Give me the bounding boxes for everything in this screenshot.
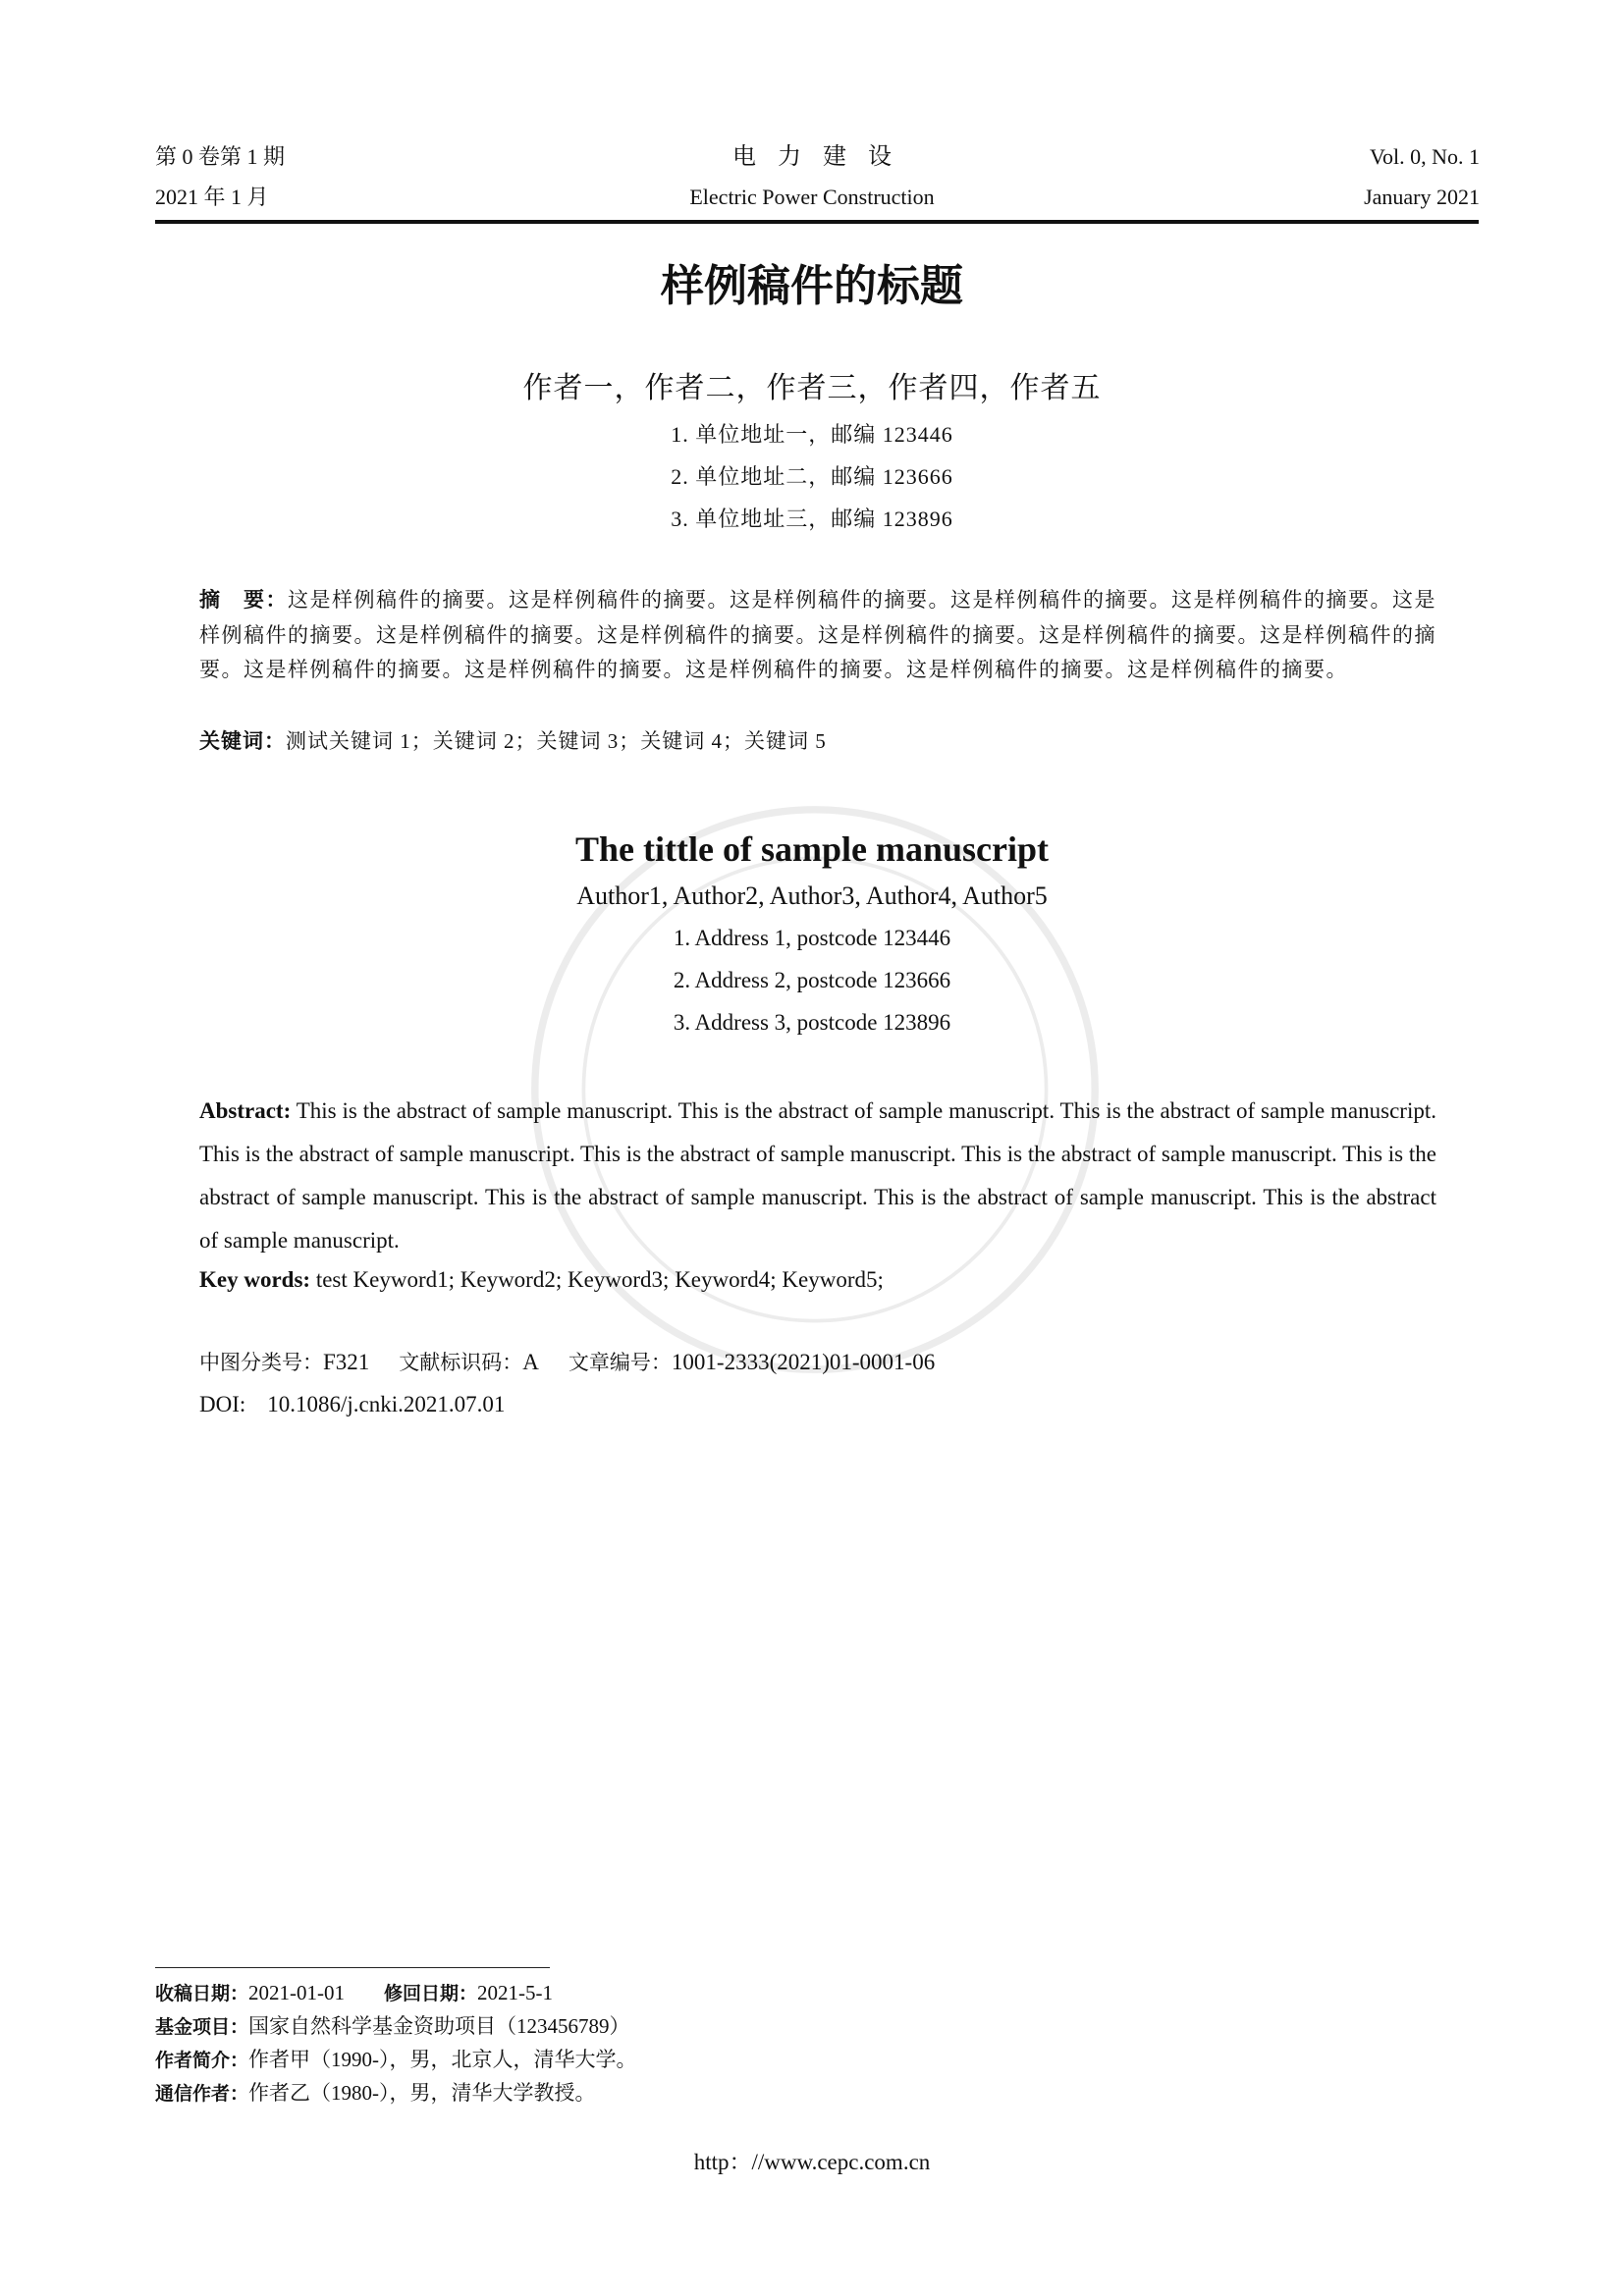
abstract-en-label: Abstract: (199, 1098, 292, 1123)
keywords-cn-text: 测试关键词 1；关键词 2；关键词 3；关键词 4；关键词 5 (286, 729, 827, 753)
affiliation-en-1: 1. Address 1, postcode 123446 (673, 926, 951, 950)
author-bio-label: 作者简介： (155, 2050, 249, 2071)
author-bio-value: 作者甲（1990-），男，北京人，清华大学。 (248, 2048, 637, 2071)
doi-label: DOI: (199, 1392, 246, 1416)
affiliation-cn-3: 3. 单位地址三，邮编 123896 (671, 507, 953, 531)
header-journal-en: Electric Power Construction (689, 185, 935, 209)
footnote-rule (155, 1967, 550, 1968)
keywords-cn-label: 关键词： (199, 729, 286, 753)
revised-label: 修回日期： (384, 1983, 478, 2004)
footnote-author-bio (155, 2044, 637, 2076)
doc-code-value: A (522, 1350, 539, 1374)
footer-url-link[interactable]: http：//www.cepc.com.cn (693, 2150, 931, 2174)
authors-en: Author1, Author2, Author3, Author4, Author5 (576, 881, 1048, 910)
clc-value: F321 (323, 1350, 370, 1374)
doi-value[interactable]: 10.1086/j.cnki.2021.07.01 (267, 1392, 506, 1416)
keywords-en-label: Key words: (199, 1267, 311, 1292)
footnote-dates (155, 1977, 553, 2009)
abstract-cn (199, 583, 1436, 688)
header-volume-issue-cn: 第 0 卷第 1 期 (155, 144, 286, 169)
revised-value: 2021-5-1 (477, 1981, 554, 2004)
received-label: 收稿日期： (155, 1983, 249, 2004)
keywords-en (199, 1264, 1436, 1296)
abstract-en-text: This is the abstract of sample manuscript. This is the abstract of sample manuscript. This is the abstract of sample manuscript. This is the abstract of sample manuscript. This is the abstract of sample manuscript. This is the abstract of sample manuscript. This is the abstract of sample manuscript. This is the abstract of sample manuscript. This is the abstract of sample manuscript. This is the abstract of sample manuscript. (199, 1098, 1436, 1253)
keywords-cn (199, 725, 1436, 757)
abstract-en (199, 1090, 1436, 1262)
keywords-en-text: test Keyword1; Keyword2; Keyword3; Keyword4; Keyword5; (310, 1267, 884, 1292)
classification-line (199, 1347, 935, 1378)
affiliation-cn-1: 1. 单位地址一，邮编 123446 (671, 422, 953, 447)
abstract-cn-text: 这是样例稿件的摘要。这是样例稿件的摘要。这是样例稿件的摘要。这是样例稿件的摘要。这是样例稿件的摘要。这是样例稿件的摘要。这是样例稿件的摘要。这是样例稿件的摘要。这是样例稿件的摘要。这是样例稿件的摘要。这是样例稿件的摘要。这是样例稿件的摘要。这是样例稿件的摘要。这是样例稿件的摘要。这是样例稿件的摘要。这是样例稿件的摘要。 (199, 588, 1436, 681)
abstract-cn-label: 摘 要： (199, 588, 288, 612)
article-no-label: 文章编号： (568, 1351, 672, 1374)
corresponding-value: 作者乙（1980-），男，清华大学教授。 (248, 2081, 596, 2105)
header-volume-issue-en: Vol. 0, No. 1 (1369, 144, 1480, 169)
title-cn: 样例稿件的标题 (661, 261, 963, 311)
authors-cn: 作者一，作者二，作者三，作者四，作者五 (522, 372, 1102, 404)
article-no-value: 1001-2333(2021)01-0001-06 (671, 1350, 936, 1374)
corresponding-label: 通信作者： (155, 2083, 249, 2105)
header-rule (155, 220, 1479, 224)
affiliation-cn-2: 2. 单位地址二，邮编 123666 (671, 464, 953, 489)
header-date-en: January 2021 (1364, 185, 1480, 209)
header-date-cn: 2021 年 1 月 (155, 185, 269, 209)
received-value: 2021-01-01 (248, 1981, 346, 2004)
doi-line (199, 1389, 505, 1420)
doc-code-label: 文献标识码： (399, 1351, 523, 1374)
fund-label: 基金项目： (155, 2016, 249, 2038)
clc-label: 中图分类号： (199, 1351, 323, 1374)
header-journal-cn: 电力建设 (732, 144, 913, 170)
affiliation-en-3: 3. Address 3, postcode 123896 (673, 1010, 951, 1035)
footnote-fund (155, 2010, 630, 2043)
footnote-corresponding (155, 2077, 596, 2109)
fund-value: 国家自然科学基金资助项目（123456789） (248, 2014, 630, 2038)
title-en: The tittle of sample manuscript (575, 829, 1049, 869)
affiliation-en-2: 2. Address 2, postcode 123666 (673, 968, 951, 992)
